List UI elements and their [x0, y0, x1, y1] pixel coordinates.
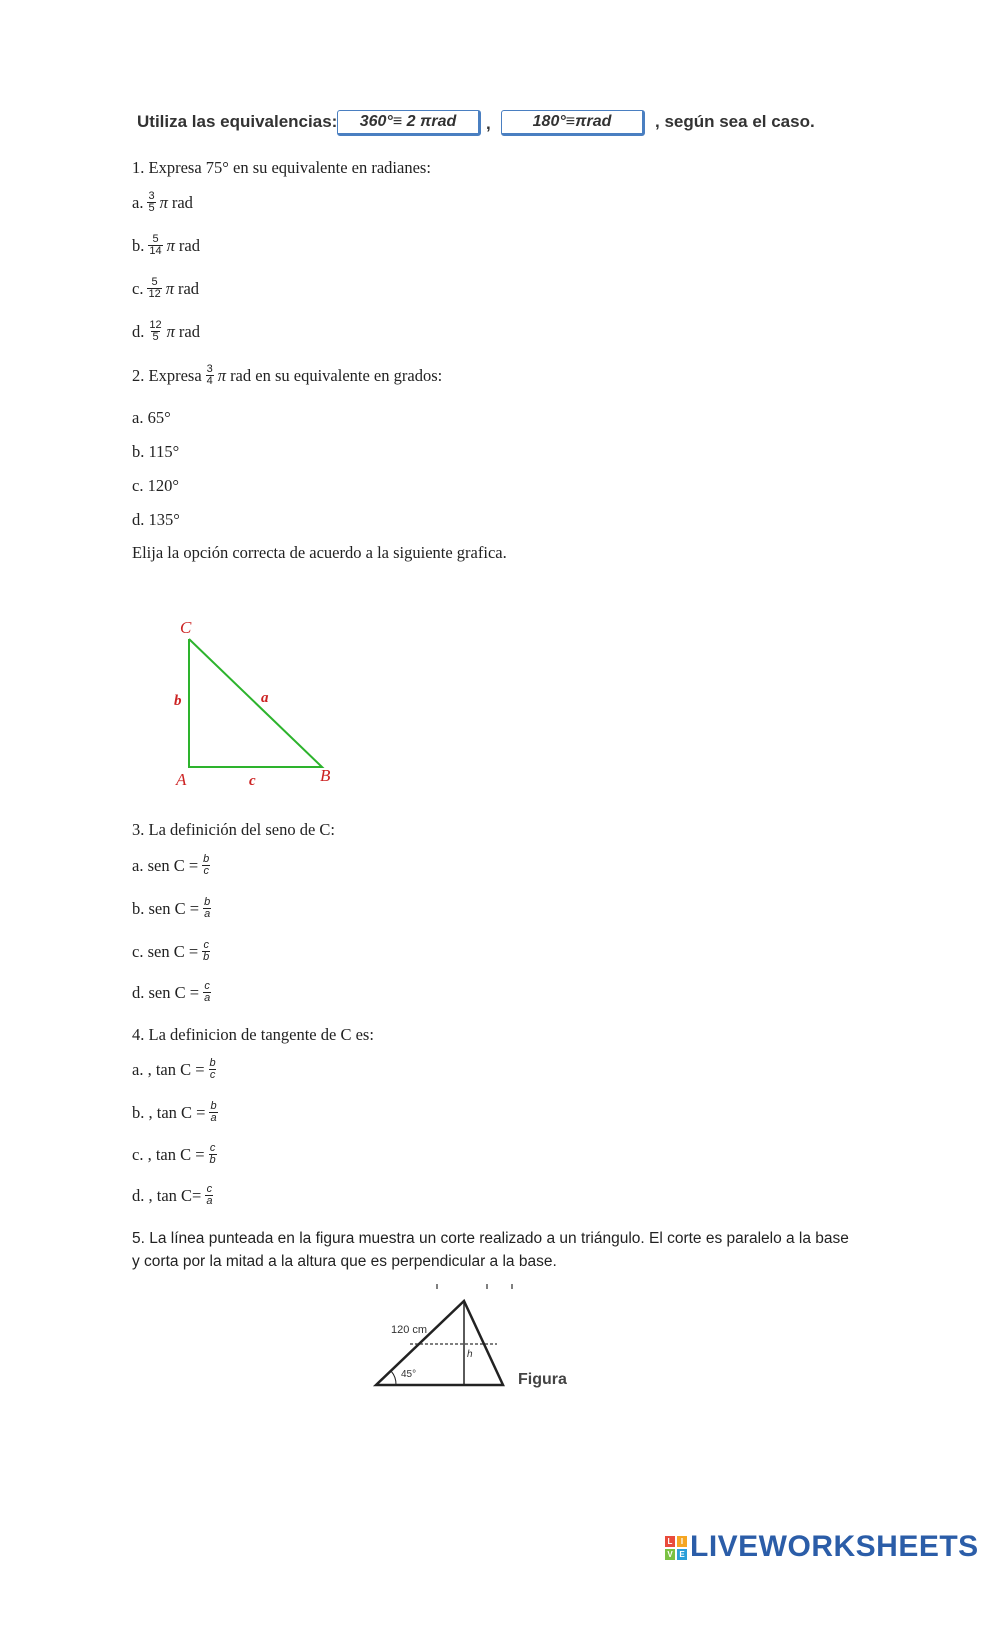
equivalence-box-360: 360°≡ 2 πrad: [337, 110, 481, 136]
fraction: $\frac{b}{c}$: [203, 853, 210, 877]
vertex-a-label: A: [176, 770, 187, 789]
question-3: 3. La definición del seno de C:: [132, 820, 335, 839]
header-comma: ,: [486, 114, 491, 133]
logo-tile: L: [665, 1536, 675, 1547]
q3-option-a[interactable]: a. sen C = $\frac{b}{c}$: [132, 853, 210, 877]
triangle-outline: [189, 639, 322, 767]
liveworksheets-logo: [665, 1536, 687, 1560]
q4-option-b[interactable]: b. , tan C = $\frac{b}{a}$: [132, 1100, 217, 1124]
header-suffix: , según sea el caso.: [655, 112, 815, 131]
fraction: $\frac{b}{a}$: [210, 1100, 217, 1124]
q3-option-d[interactable]: d. sen C = $\frac{c}{a}$: [132, 980, 211, 1004]
right-triangle-diagram: [165, 610, 385, 810]
q2-option-c[interactable]: c. 120°: [132, 476, 179, 495]
q2-option-d[interactable]: d. 135°: [132, 510, 180, 529]
side-a-label: a: [261, 690, 269, 706]
figure-caption: Figura: [518, 1371, 567, 1388]
triangle-outline: [376, 1301, 503, 1385]
fraction: $\frac{5}{14}$: [149, 233, 162, 257]
fraction: $\frac{c}{b}$: [209, 1142, 216, 1166]
logo-tile: I: [677, 1536, 687, 1547]
q3-option-c[interactable]: c. sen C = $\frac{c}{b}$: [132, 939, 210, 963]
fraction: $\frac{12}{5}$: [149, 319, 162, 343]
fraction: $\frac{c}{a}$: [204, 980, 211, 1004]
height-label: h: [467, 1349, 473, 1360]
q2-option-b[interactable]: b. 115°: [132, 442, 180, 461]
vertex-b-label: B: [320, 766, 331, 785]
q1-option-d[interactable]: d. $\frac{12}{5}$ π rad: [132, 319, 200, 343]
fraction: $\frac{c}{a}$: [206, 1183, 213, 1207]
fraction: $\frac{3}{4}$: [206, 363, 213, 387]
q4-option-c[interactable]: c. , tan C = $\frac{c}{b}$: [132, 1142, 216, 1166]
q1-option-b[interactable]: b. $\frac{5}{14}$ π rad: [132, 233, 200, 257]
fraction: $\frac{b}{a}$: [204, 896, 211, 920]
q3-option-b[interactable]: b. sen C = $\frac{b}{a}$: [132, 896, 211, 920]
liveworksheets-brand[interactable]: LIVEWORKSHEETS: [690, 1530, 979, 1563]
equivalence-box-180: 180°≡πrad: [501, 110, 645, 136]
vertex-c-label: C: [180, 618, 192, 637]
side-c-label: c: [249, 773, 256, 789]
fraction: $\frac{c}{b}$: [203, 939, 210, 963]
instructions-header: [137, 112, 337, 132]
q2-option-a[interactable]: a. 65°: [132, 408, 171, 427]
logo-tile: V: [665, 1549, 675, 1560]
fraction: $\frac{b}{c}$: [209, 1057, 216, 1081]
side-b-label: b: [174, 693, 182, 709]
side-length-label: 120 cm: [391, 1324, 428, 1336]
q1-option-c[interactable]: c. $\frac{5}{12}$ π rad: [132, 276, 200, 300]
q1-option-a[interactable]: a. $\frac{3}{5}$ π rad: [132, 190, 193, 214]
logo-tile: E: [677, 1549, 687, 1560]
cut-triangle-figure: [360, 1280, 590, 1410]
fraction: $\frac{5}{12}$: [148, 276, 161, 300]
angle-label: 45°: [401, 1369, 417, 1380]
q4-option-d[interactable]: d. , tan C= $\frac{c}{a}$: [132, 1183, 213, 1207]
angle-arc: [391, 1371, 396, 1385]
question-5: 5. La línea punteada en la figura muestra un corte realizado a un triángulo. El corte es paralelo a la base y corta por la mitad a la altura que es perpendicular a la base.: [132, 1230, 849, 1270]
question-2: 2. Expresa $\frac{3}{4}$ π rad en su equivalente en grados:: [132, 363, 443, 387]
question-4: 4. La definicion de tangente de C es:: [132, 1025, 374, 1044]
fraction: $\frac{3}{5}$: [148, 190, 155, 214]
q4-option-a[interactable]: a. , tan C = $\frac{b}{c}$: [132, 1057, 216, 1081]
question-1: 1. Expresa 75° en su equivalente en radianes:: [132, 158, 431, 177]
header-prefix: Utiliza las equivalencias:: [137, 112, 338, 131]
graph-instruction: Elija la opción correcta de acuerdo a la siguiente grafica.: [132, 543, 507, 562]
